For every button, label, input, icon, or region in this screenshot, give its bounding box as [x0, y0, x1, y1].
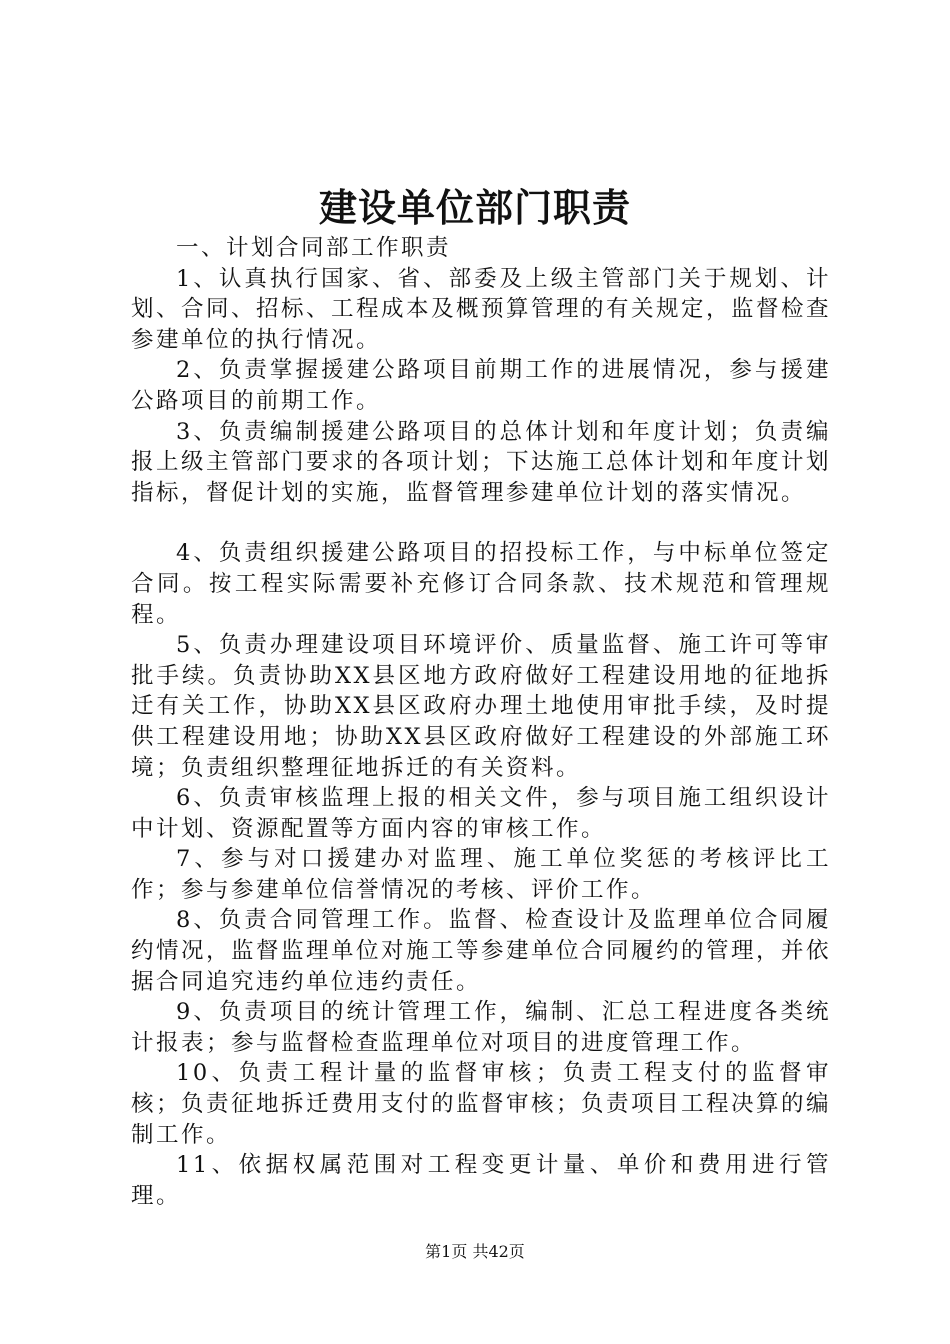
section-heading: 一、计划合同部工作职责	[176, 235, 452, 261]
paragraph-7: 7、参与对口援建办对监理、施工单位奖惩的考核评比工作；参与参建单位信誉情况的考核、评价工作。	[131, 846, 831, 903]
paragraph-2: 2、负责掌握援建公路项目前期工作的进展情况，参与援建公路项目的前期工作。	[131, 357, 831, 414]
paragraph-1: 1、认真执行国家、省、部委及上级主管部门关于规划、计划、合同、招标、工程成本及概预算管理的有关规定，监督检查参建单位的执行情况。	[131, 265, 832, 353]
paragraph-4: 4、负责组织援建公路项目的招投标工作，与中标单位签定合同。按工程实际需要补充修订合同条款、技术规范和管理规程。	[131, 540, 831, 628]
paragraph-9: 9、负责项目的统计管理工作，编制、汇总工程进度各类统计报表；参与监督检查监理单位对项目的进度管理工作。	[131, 999, 831, 1056]
document-title: 建设单位部门职责	[318, 185, 631, 230]
paragraph-6: 6、负责审核监理上报的相关文件，参与项目施工组织设计中计划、资源配置等方面内容的审核工作。	[131, 785, 831, 842]
paragraph-5: 5、负责办理建设项目环境评价、质量监督、施工许可等审批手续。负责协助XX县区地方政府做好工程建设用地的征地拆迁有关工作，协助XX县区政府办理土地使用审批手续，及时提供工程建设用地；协助XX县区政府做好工程建设的外部施工环境；负责组织整理征地拆迁的有关资料。	[131, 632, 831, 781]
paragraph-8: 8、负责合同管理工作。监督、检查设计及监理单位合同履约情况，监督监理单位对施工等参建单位合同履约的管理，并依据合同追究违约单位违约责任。	[131, 907, 832, 995]
page-footer: 第1页 共42页	[425, 1242, 525, 1261]
paragraph-11: 11、依据权属范围对工程变更计量、单价和费用进行管理。	[131, 1152, 831, 1209]
paragraph-3: 3、负责编制援建公路项目的总体计划和年度计划；负责编报上级主管部门要求的各项计划；下达施工总体计划和年度计划指标，督促计划的实施，监督管理参建单位计划的落实情况。	[131, 418, 832, 506]
document-body	[131, 233, 831, 1211]
paragraph-10: 10、负责工程计量的监督审核；负责工程支付的监督审核；负责征地拆迁费用支付的监督审核；负责项目工程决算的编制工作。	[131, 1060, 832, 1148]
